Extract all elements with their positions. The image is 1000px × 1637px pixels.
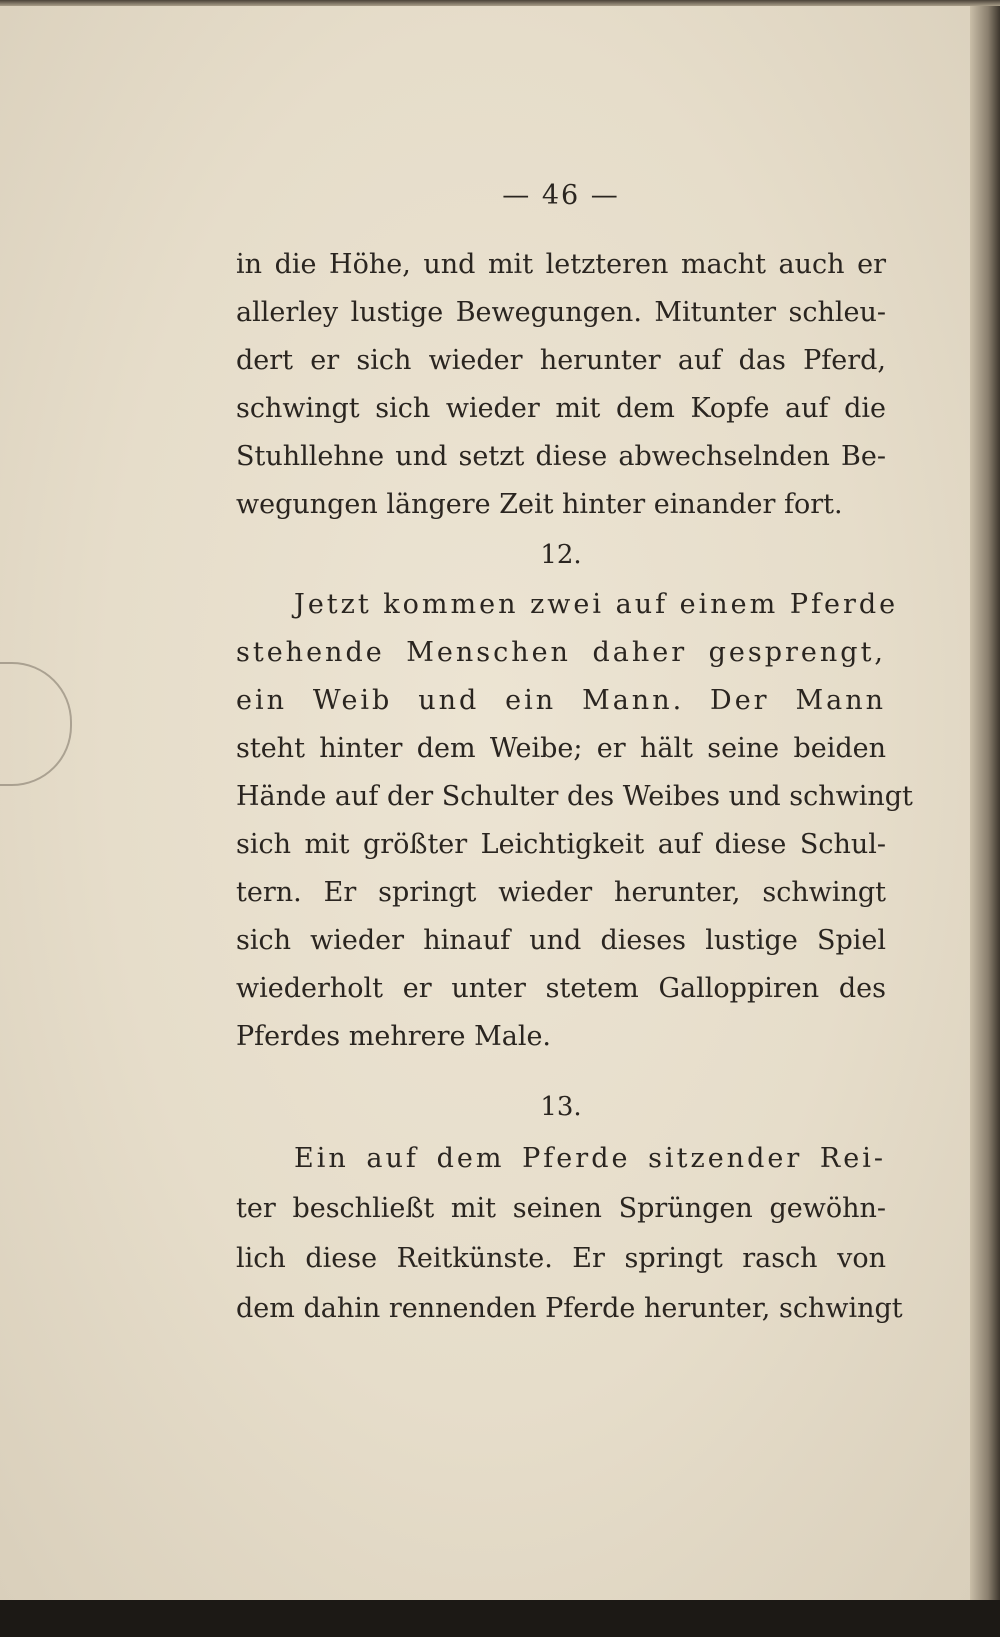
text-line: wiederholt er unter stetem Galloppiren des bbox=[236, 973, 886, 1004]
page-number: — 46 — bbox=[502, 180, 620, 211]
section-number: 13. bbox=[540, 1092, 582, 1122]
text-line: dert er sich wieder herunter auf das Pferd, bbox=[236, 345, 886, 376]
text-line: Pferdes mehrere Male. bbox=[236, 1021, 552, 1052]
text-line: stehende Menschen daher gesprengt, bbox=[236, 637, 886, 668]
text-line: Ein auf dem Pferde sitzender Rei- bbox=[294, 1143, 886, 1174]
text-line: dem dahin rennenden Pferde herunter, schwingt bbox=[236, 1293, 903, 1324]
text-line: ter beschließt mit seinen Sprüngen gewöhn- bbox=[236, 1193, 886, 1224]
text-line: Hände auf der Schulter des Weibes und schwingt bbox=[236, 781, 913, 812]
text-line: in die Höhe, und mit letzteren macht auch er bbox=[236, 249, 886, 280]
bottom-strip bbox=[0, 1600, 1000, 1637]
text-line: ein Weib und ein Mann. Der Mann bbox=[236, 685, 886, 716]
text-line: lich diese Reitkünste. Er springt rasch von bbox=[236, 1243, 886, 1274]
text-line: sich mit größter Leichtigkeit auf diese Schul- bbox=[236, 829, 886, 860]
page-edge bbox=[970, 0, 1000, 1600]
text-line: sich wieder hinauf und dieses lustige Spiel bbox=[236, 925, 886, 956]
text-line: allerley lustige Bewegungen. Mitunter schleu- bbox=[236, 297, 886, 328]
text-line: Jetzt kommen zwei auf einem Pferde bbox=[294, 589, 899, 620]
text-line: schwingt sich wieder mit dem Kopfe auf die bbox=[236, 393, 886, 424]
text-line: steht hinter dem Weibe; er hält seine beiden bbox=[236, 733, 886, 764]
text-line: wegungen längere Zeit hinter einander fort. bbox=[236, 489, 843, 520]
top-edge bbox=[0, 0, 1000, 6]
text-line: Stuhllehne und setzt diese abwechselnden Be- bbox=[236, 441, 886, 472]
text-line: tern. Er springt wieder herunter, schwingt bbox=[236, 877, 886, 908]
section-number: 12. bbox=[540, 540, 582, 570]
